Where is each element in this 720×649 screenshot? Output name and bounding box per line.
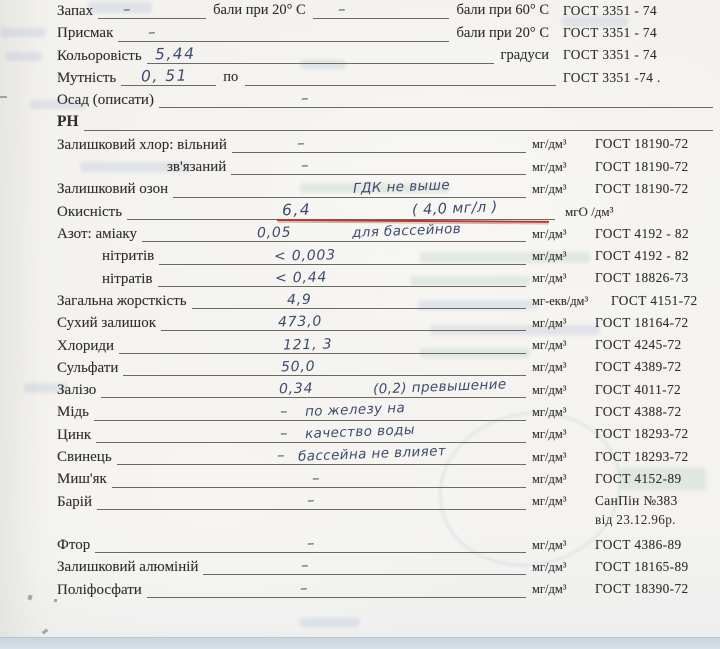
gost-label: ГОСТ 4011-72: [595, 381, 682, 397]
blank-line: [192, 286, 526, 309]
handwritten-note: бассейна не влияет: [297, 443, 447, 466]
handwritten-value: –: [279, 423, 288, 443]
blank-line: [159, 241, 526, 264]
form-row-fluorine: [57, 531, 713, 553]
handwritten-value: –: [122, 0, 131, 19]
blank-line: [142, 219, 526, 242]
handwritten-value: –: [279, 401, 288, 420]
form-row-barium-cont: [57, 510, 713, 528]
form-row-aluminium: [57, 553, 713, 575]
field-label: Залишковий алюміній: [57, 559, 199, 576]
gost-label: ГОСТ 4152-89: [595, 470, 682, 486]
handwritten-value: –: [299, 578, 308, 597]
ink-speck: [54, 599, 57, 602]
field-label: нітратів: [102, 270, 153, 287]
gost-label: ГОСТ 18293-72: [595, 426, 689, 442]
field-label: Сухий залишок: [57, 315, 157, 332]
ink-speck: [0, 96, 7, 98]
form-row-hardness: [57, 287, 713, 309]
form-row-polyphosphates: [57, 575, 713, 597]
blank-line: [158, 264, 526, 287]
field-label: Свинець: [57, 449, 112, 466]
field-label: РН: [57, 113, 79, 131]
form-row-ph: [57, 108, 713, 130]
handwritten-value: –: [276, 446, 285, 465]
ink-speck: [27, 594, 32, 600]
gost-label: ГОСТ 3351 - 74: [563, 47, 658, 63]
form-row-nitrates: [57, 265, 713, 287]
unit-label: мг/дм³: [532, 582, 567, 597]
blank-line: [98, 0, 206, 19]
unit-label: мг/дм³: [532, 537, 567, 552]
blank-line: [159, 85, 713, 108]
gost-label: СанПін №383: [595, 493, 678, 509]
handwritten-note: качество воды: [304, 421, 416, 443]
field-label: Залізо: [57, 382, 97, 399]
form-row-chlorides: [57, 331, 713, 353]
handwritten-value: 4,9: [286, 291, 312, 309]
field-label: Мутність: [57, 70, 117, 86]
blank-line: [97, 487, 526, 510]
field-label: зв'язаний: [167, 159, 227, 176]
blank-line: [173, 174, 526, 197]
field-label: Хлориди: [57, 337, 115, 354]
blank-line: [313, 0, 450, 19]
field-label: нітритів: [102, 248, 155, 265]
form-row-ammonia: [57, 220, 713, 242]
field-label: Фтор: [57, 536, 91, 553]
blank-line: [121, 63, 216, 86]
handwritten-note: (0,2) превышение: [373, 376, 508, 398]
unit-label: мг/дм³: [532, 494, 567, 509]
blank-line: [119, 330, 526, 353]
gost-label: ГОСТ 4192 - 82: [595, 247, 690, 263]
handwritten-value: –: [148, 22, 157, 41]
unit-label: мг/дм³: [532, 159, 567, 174]
unit-label: мг/дм³: [532, 382, 567, 397]
gost-label: ГОСТ 18190-72: [595, 181, 689, 197]
unit-label: мг-екв/дм³: [532, 293, 589, 308]
unit-label: мг/дм³: [532, 338, 567, 353]
handwritten-value: –: [300, 89, 309, 108]
blank-line: [203, 552, 526, 575]
gost-label: ГОСТ 18826-73: [595, 270, 689, 286]
blank-line: [101, 375, 526, 398]
form-row-chlorine-bound: [57, 153, 713, 175]
form-row-sediment: [57, 86, 713, 108]
blank-line: [147, 41, 494, 64]
form-row-chlorine-free: [57, 131, 713, 153]
form-row-taste: [57, 19, 713, 41]
gost-label: ГОСТ 3351 - 74: [563, 2, 658, 18]
field-label: Кольоровість: [57, 47, 142, 64]
handwritten-value: < 0,44: [274, 269, 327, 287]
gost-label: ГОСТ 18293-72: [595, 448, 689, 464]
form-row-barium: [57, 488, 713, 510]
bleed-through-mark: [0, 28, 46, 37]
blank-line: [127, 197, 555, 220]
mid-label: бали при 20° С: [456, 24, 549, 41]
handwritten-value: –: [306, 490, 315, 509]
handwritten-value: –: [296, 134, 305, 153]
form-row-dry-residue: [57, 309, 713, 331]
mid-label: по: [223, 69, 239, 86]
field-label: Осад (описати): [57, 92, 154, 109]
unit-label: мгО /дм³: [565, 203, 614, 219]
field-label: Запах: [57, 3, 94, 20]
handwritten-value: < 0,003: [274, 246, 337, 265]
gost-label: ГОСТ 4389-72: [595, 359, 682, 375]
unit-label: мг/дм³: [532, 315, 567, 330]
unit-label: мг/дм³: [532, 137, 567, 152]
blank-line: [245, 63, 556, 86]
ink-speck: [42, 629, 49, 635]
field-label: Азот: аміаку: [57, 226, 137, 243]
blank-line: [231, 152, 526, 175]
field-label: Цинк: [57, 426, 92, 443]
unit-label: мг/дм³: [532, 182, 567, 197]
blank-line: [147, 574, 526, 597]
unit-label: мг/дм³: [532, 248, 567, 263]
handwritten-note: для бассейнов: [351, 221, 462, 242]
unit-label: мг/дм³: [532, 226, 567, 241]
blank-line: [118, 18, 449, 41]
handwritten-note: по железу на: [304, 399, 406, 420]
unit-label: мг/дм³: [532, 559, 567, 574]
handwritten-value: 5,44: [154, 44, 196, 64]
form-row-sulfates: [57, 354, 713, 376]
handwritten-value: –: [311, 468, 320, 487]
gost-label: ГОСТ 3351 -74 .: [563, 69, 661, 85]
mid-label: бали при 60° С: [456, 2, 549, 19]
mid-label: градуси: [500, 46, 549, 63]
blank-line: [112, 464, 526, 487]
gost-label: ГОСТ 3351 - 74: [563, 24, 658, 40]
gost-date-label: від 23.12.96р.: [595, 511, 676, 527]
handwritten-value: –: [301, 156, 309, 175]
field-label: Присмак: [57, 25, 114, 42]
blank-line: [96, 420, 526, 443]
gost-label: ГОСТ 18190-72: [595, 136, 689, 152]
blank-line: [232, 130, 526, 153]
handwritten-value: 0, 51: [141, 66, 189, 86]
bleed-through-mark: [6, 52, 42, 61]
form-row-copper: [57, 398, 713, 420]
unit-label: мг/дм³: [532, 427, 567, 442]
form-row-color: [57, 42, 713, 64]
field-label: Поліфосфати: [57, 581, 142, 598]
form-row-oxidability: [57, 198, 713, 220]
gost-label: ГОСТ 18390-72: [595, 581, 689, 597]
field-label: Загальна жорсткість: [57, 292, 187, 309]
handwritten-note: ( 4,0 мг/л ): [411, 199, 499, 219]
handwritten-value: 121, 3: [282, 336, 333, 354]
mid-label: бали при 20° С: [213, 2, 306, 19]
form-row-ozone: [57, 175, 713, 197]
field-label: Сульфати: [57, 359, 119, 376]
blank-line: [94, 397, 526, 420]
field-label: Залишковий хлор: вільний: [57, 136, 227, 153]
form-row-iron: [57, 376, 713, 398]
gost-label: ГОСТ 18165-89: [595, 558, 689, 574]
field-label: Барій: [57, 493, 92, 510]
blank-line: [161, 308, 526, 331]
form-row-lead: [57, 443, 713, 465]
handwritten-value: –: [307, 534, 315, 553]
handwritten-value: 50,0: [281, 358, 316, 376]
gost-label: ГОСТ 4192 - 82: [595, 225, 690, 241]
handwritten-value: 473,0: [277, 313, 323, 331]
unit-label: мг/дм³: [532, 405, 567, 420]
gost-label: ГОСТ 18164-72: [595, 314, 689, 330]
form-row-arsenic: [57, 465, 713, 487]
unit-label: мг/дм³: [532, 360, 567, 375]
analysis-form: [57, 0, 713, 598]
bleed-through-mark: [300, 618, 360, 627]
unit-label: мг/дм³: [532, 271, 567, 286]
field-label: Миш'як: [57, 471, 107, 488]
handwritten-value: –: [301, 556, 310, 575]
handwritten-value: 0,34: [279, 380, 314, 398]
blank-line: [117, 442, 526, 465]
handwritten-value: –: [337, 0, 346, 19]
blank-line: [123, 353, 526, 376]
gost-label: ГОСТ 4245-72: [595, 337, 682, 353]
unit-label: мг/дм³: [532, 471, 567, 486]
form-row-zinc: [57, 421, 713, 443]
handwritten-value: 0,05: [256, 224, 292, 242]
form-row-nitrites: [57, 242, 713, 264]
field-label: Мідь: [57, 404, 89, 421]
form-row-odor: [57, 0, 713, 19]
blank-line: [95, 530, 526, 553]
gost-label: ГОСТ 4151-72: [611, 292, 698, 308]
gost-label: ГОСТ 4386-89: [595, 536, 682, 552]
scan-edge: [0, 638, 720, 649]
field-label: Залишковий озон: [57, 181, 169, 198]
handwritten-value: 6,4: [281, 200, 312, 220]
field-label: Окисність: [57, 203, 123, 220]
gost-label: ГОСТ 4388-72: [595, 404, 682, 420]
form-row-turbidity: [57, 64, 713, 86]
unit-label: мг/дм³: [532, 449, 567, 464]
handwritten-note: ГДК не выше: [352, 176, 451, 197]
gost-label: ГОСТ 18190-72: [595, 158, 689, 174]
blank-line: [84, 107, 713, 130]
